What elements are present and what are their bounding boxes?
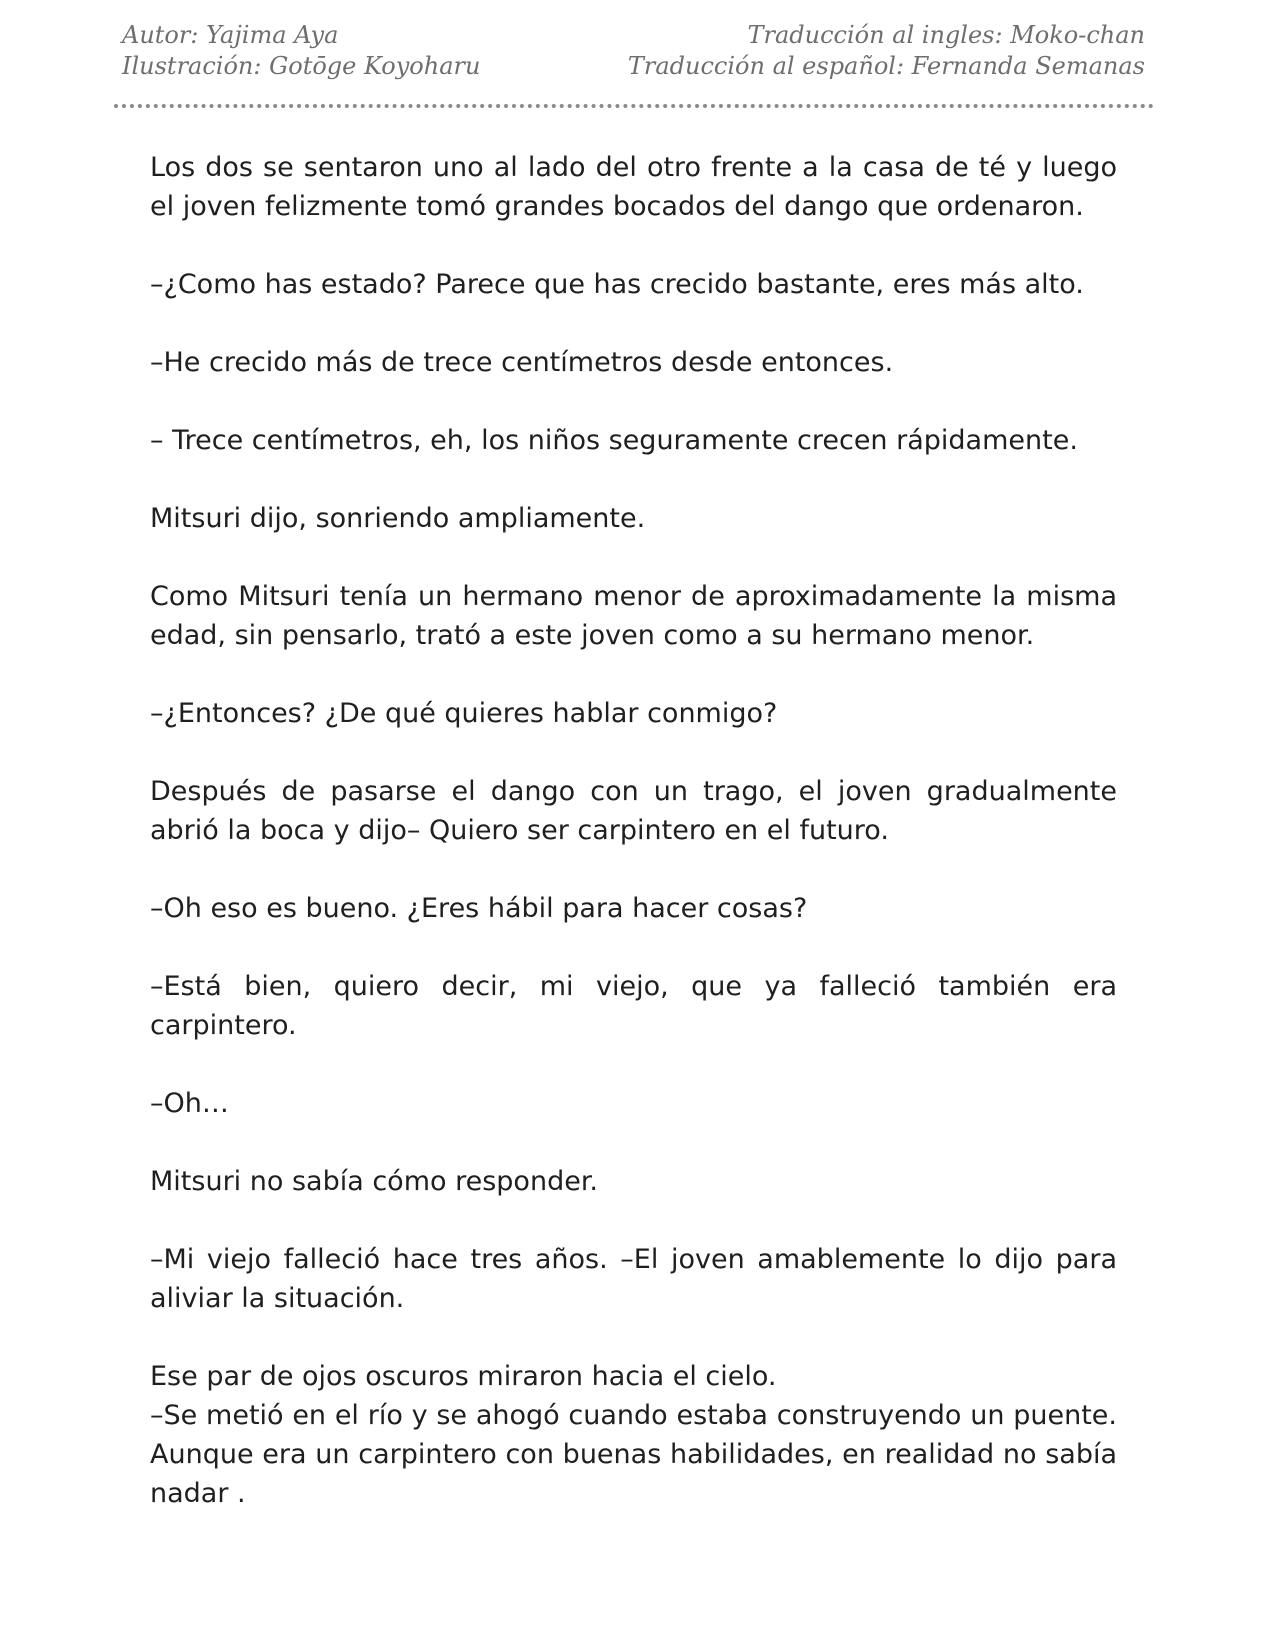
paragraph: Ese par de ojos oscuros miraron hacia el cielo. bbox=[150, 1361, 777, 1392]
paragraph: –¿Como has estado? Parece que has crecido bastante, eres más alto. bbox=[150, 269, 1084, 300]
paragraph: –Oh… bbox=[150, 1088, 229, 1119]
paragraph: –Mi viejo falleció hace tres años. –El joven amablemente lo dijo para aliviar la situación. bbox=[150, 1244, 1117, 1314]
page-header bbox=[122, 20, 1145, 82]
header-divider bbox=[114, 104, 1154, 108]
paragraph: Como Mitsuri tenía un hermano menor de aproximadamente la misma edad, sin pensarlo, trató a este joven como a su hermano menor. bbox=[150, 581, 1117, 651]
paragraph: Mitsuri dijo, sonriendo ampliamente. bbox=[150, 503, 646, 534]
paragraph: –Oh eso es bueno. ¿Eres hábil para hacer cosas? bbox=[150, 893, 808, 924]
paragraph: Después de pasarse el dango con un trago, el joven gradualmente abrió la boca y dijo– Quiero ser carpintero en el futuro. bbox=[150, 776, 1117, 846]
paragraph: –¿Entonces? ¿De qué quieres hablar conmigo? bbox=[150, 698, 778, 729]
illustrator-credit: Ilustración: Gotōge Koyoharu bbox=[122, 52, 481, 80]
header-credits-left bbox=[122, 20, 480, 82]
paragraph: –He crecido más de trece centímetros desde entonces. bbox=[150, 347, 894, 378]
english-translator-credit: Traducción al ingles: Moko-chan bbox=[747, 21, 1145, 49]
paragraph: –Se metió en el río y se ahogó cuando estaba construyendo un puente. Aunque era un carpintero con buenas habilidades, en realidad no sabía nadar . bbox=[150, 1400, 1117, 1509]
header-credits-right bbox=[628, 20, 1145, 82]
author-credit: Autor: Yajima Aya bbox=[122, 21, 339, 49]
paragraph: Los dos se sentaron uno al lado del otro frente a la casa de té y luego el joven felizmente tomó grandes bocados del dango que ordenaron. bbox=[150, 152, 1117, 222]
paragraph: –Está bien, quiero decir, mi viejo, que ya falleció también era carpintero. bbox=[150, 971, 1117, 1041]
paragraph: – Trece centímetros, eh, los niños seguramente crecen rápidamente. bbox=[150, 425, 1078, 456]
spanish-translator-credit: Traducción al español: Fernanda Semanas bbox=[627, 52, 1145, 80]
paragraph: Mitsuri no sabía cómo responder. bbox=[150, 1166, 599, 1197]
story-text bbox=[150, 148, 1117, 1552]
